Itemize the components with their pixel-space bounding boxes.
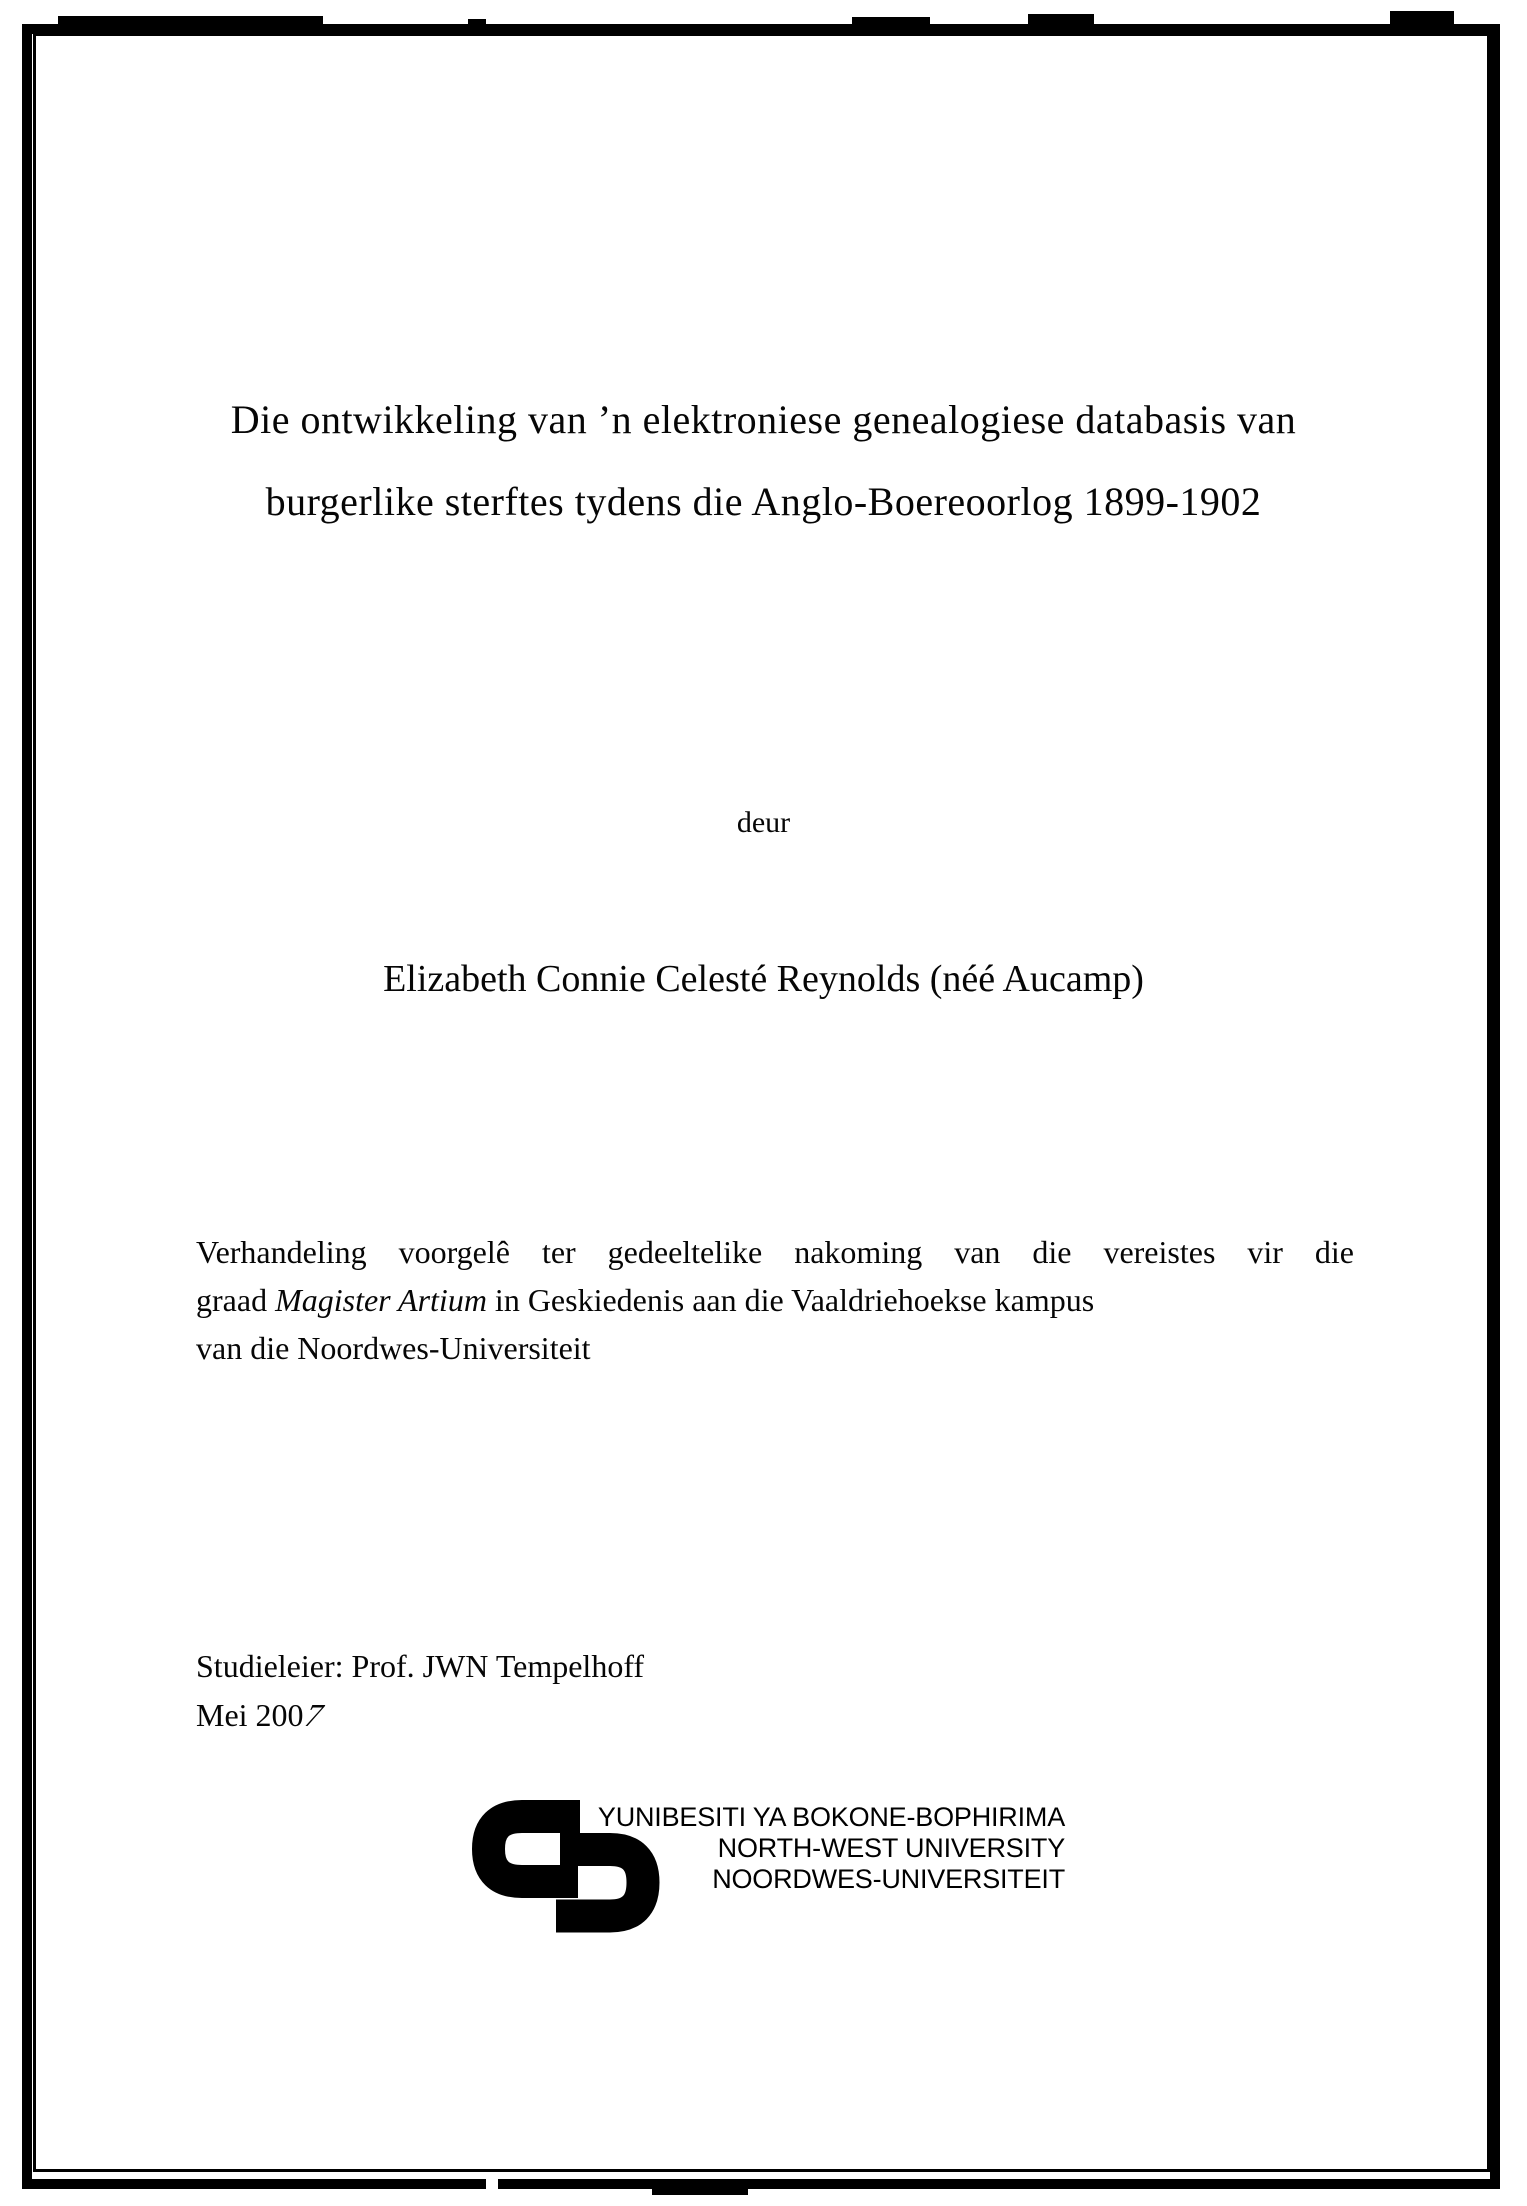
date-line: Mei 2007 xyxy=(196,1697,330,1733)
degree-statement xyxy=(196,1228,1354,1372)
scan-artifact xyxy=(468,19,486,25)
degree-statement-line-1: Verhandeling voorgelê ter gedeeltelike nakoming van die vereistes vir die xyxy=(196,1234,1354,1270)
scan-artifact xyxy=(652,2188,748,2195)
degree-statement-line-3: van die Noordwes-Universiteit xyxy=(196,1330,591,1366)
scan-artifact xyxy=(1028,14,1094,24)
thesis-title-line-1: Die ontwikkeling van ’n elektroniese genealogiese databasis van xyxy=(230,397,1297,442)
logo-line-afrikaans: NOORDWES-UNIVERSITEIT xyxy=(712,1864,1065,1894)
logo-line-setswana: YUNIBESITI YA BOKONE-BOPHIRIMA xyxy=(597,1802,1065,1832)
supervisor-line: Studieleier: Prof. JWN Tempelhoff xyxy=(196,1648,645,1684)
degree-statement-line-2 xyxy=(196,1276,1354,1324)
scan-artifact xyxy=(852,17,930,25)
scan-artifact xyxy=(58,16,323,25)
degree-name: Magister Artium xyxy=(275,1282,487,1318)
thesis-title xyxy=(70,379,1457,543)
university-logo-text xyxy=(560,1802,1065,1895)
byline-label: deur xyxy=(736,806,791,839)
university-logo xyxy=(472,1800,1072,1940)
date-last-digit: 7 xyxy=(298,1697,330,1733)
degree-statement-line-2-prefix: graad xyxy=(196,1282,276,1318)
thesis-title-line-2: burgerlike sterftes tydens die Anglo-Boereoorlog 1899-1902 xyxy=(265,479,1262,524)
logo-line-english: NORTH-WEST UNIVERSITY xyxy=(717,1833,1065,1863)
scan-artifact xyxy=(1390,11,1454,24)
degree-statement-line-2-suffix: in Geskiedenis aan die Vaaldriehoekse kampus xyxy=(486,1282,1095,1318)
scan-artifact xyxy=(486,2178,498,2190)
author-name: Elizabeth Connie Celesté Reynolds (néé Aucamp) xyxy=(383,958,1144,1000)
